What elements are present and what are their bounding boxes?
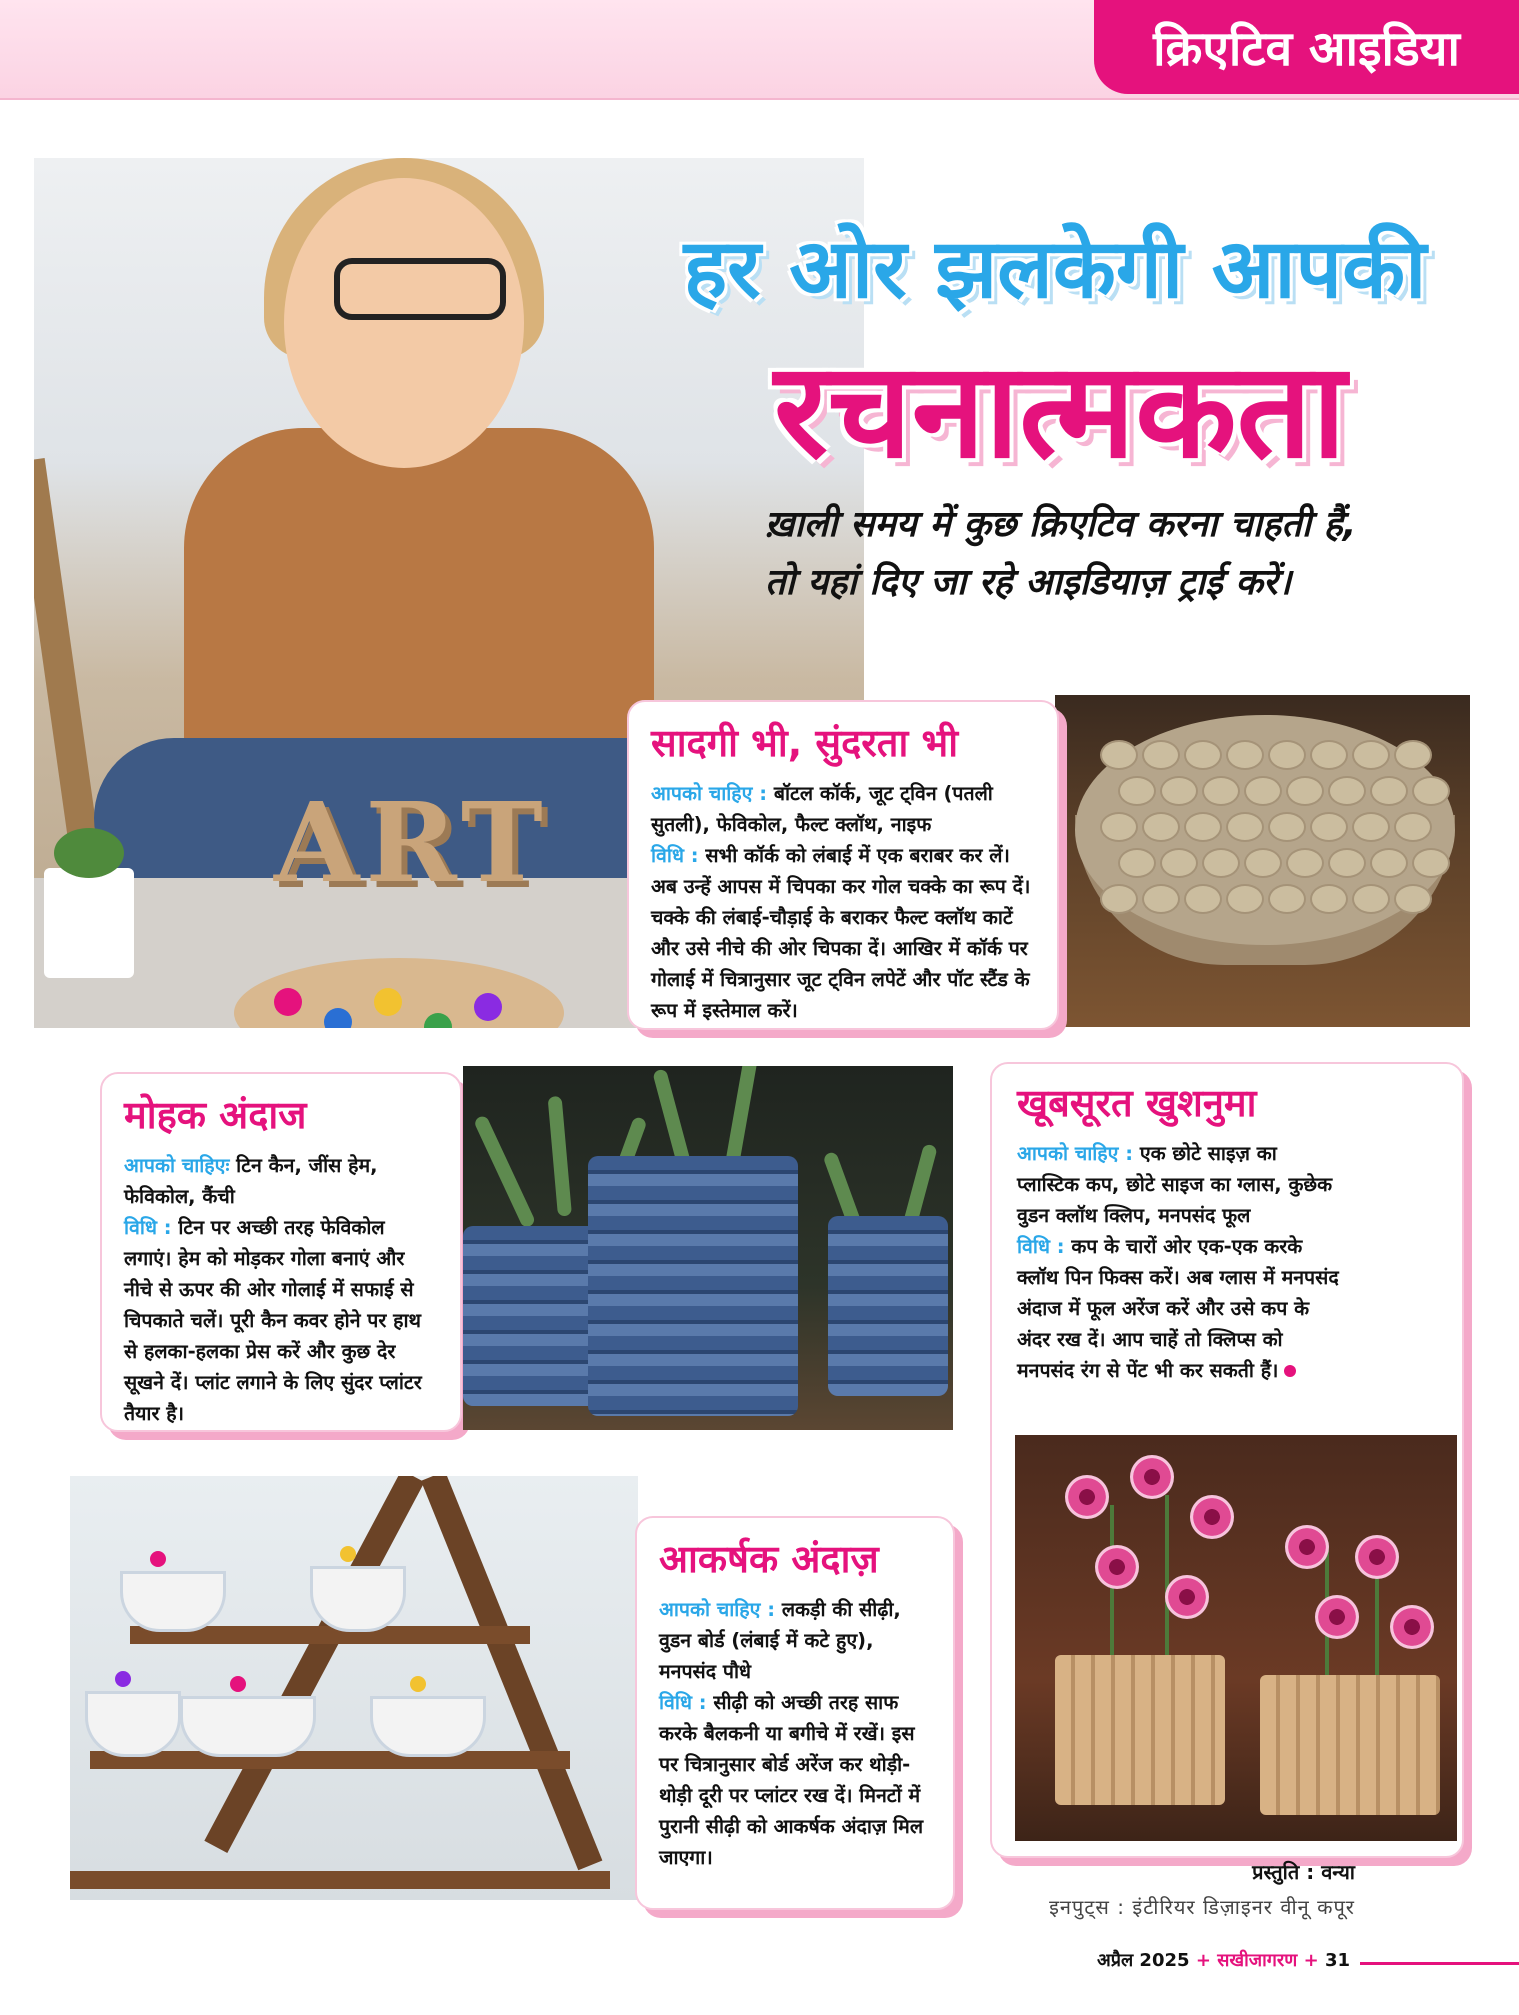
folio-separator-icon: + [1195,1950,1211,1971]
planter-bowl [85,1691,181,1757]
need-text: बॉटल कॉर्क, जूट ट्विन (पतली सुतली), फेविकोल, फैल्ट क्लॉथ, नाइफ [651,782,993,836]
page-folio [1080,1948,1350,1972]
glasses-shape [334,258,506,320]
ladder-step [70,1871,610,1889]
dianthus-bloom [1355,1535,1399,1579]
paint-dot [424,1013,452,1028]
cork-piece [1394,884,1432,914]
paint-dot [474,993,502,1021]
need-text: एक छोटे साइज़ का प्लास्टिक कप, छोटे साइज का ग्लास, कुछेक वुडन क्लॉथ क्लिप, मनपसंद फूल [1017,1142,1333,1227]
cork-piece [1142,884,1180,914]
card-title: खूबसूरत खुशनुमा [1017,1081,1257,1125]
paint-dot [374,988,402,1016]
need-label: आपको चाहिएः [124,1154,230,1177]
denim-jar-right [828,1216,948,1396]
denim-jar-center [588,1156,798,1416]
card-title: आकर्षक अंदाज़ [659,1537,879,1581]
card-ladder-planter [635,1516,955,1910]
method-label: विधि : [651,844,699,867]
credit-presented-by: प्रस्तुति : वन्या [1252,1860,1355,1884]
planter-flower [410,1676,426,1692]
dianthus-bloom [1065,1475,1109,1519]
cork-piece [1286,776,1324,806]
cork-piece [1100,740,1138,770]
method-text: सभी कॉर्क को लंबाई में एक बराबर कर लें। अब उन्हें आपस में चिपका कर गोल चक्के का रूप दें। चक्के की लंबाई-चौड़ाई के बराकर फैल्ट क्लॉथ काटें और उसे नीचे की ओर चिपका दें। आखिर में कॉर्क पर गोलाई में चित्रानुसार जूट ट्विन लपेटें और पॉट स्टैंड के रूप में इस्तेमाल करें। [651,844,1031,1022]
cork-piece [1160,848,1198,878]
cork-piece [1118,848,1156,878]
clothespin-pot-left [1055,1655,1225,1805]
cork-piece [1370,776,1408,806]
cork-piece [1352,740,1390,770]
card-body [651,778,1035,1026]
clothespin-vase-photo [1015,1435,1457,1841]
folio-separator-icon: + [1303,1950,1319,1971]
paint-dot [274,988,302,1016]
dianthus-bloom [1315,1595,1359,1639]
issue-date: अप्रैल 2025 [1096,1950,1190,1971]
ladder-step [90,1751,570,1769]
cork-piece [1184,812,1222,842]
intro-text: ख़ाली समय में कुछ क्रिएटिव करना चाहती हैं, तो यहां दिए जा रहे आइडियाज़ ट्राई करें। [765,504,1357,603]
art-letters: ART [274,778,549,907]
planter-flower [340,1546,356,1562]
planter-bowl [370,1696,486,1757]
cork-piece [1226,812,1264,842]
card-title: मोहक अंदाज [124,1093,307,1137]
method-label: विधि : [659,1691,707,1714]
end-mark-icon [1284,1365,1296,1377]
method-text: सीढ़ी को अच्छी तरह साफ करके बैलकनी या बगीचे में रखें। इस पर चित्रानुसार बोर्ड अरेंज कर थोड़ी-थोड़ी दूरी पर प्लांटर रख दें। मिनटों में पुरानी सीढ़ी को आकर्षक अंदाज़ मिल जाएगा। [659,1691,924,1869]
card-title: सादगी भी, सुंदरता भी [651,721,959,765]
cork-piece [1268,884,1306,914]
cork-piece [1352,884,1390,914]
cork-piece [1202,848,1240,878]
cork-piece [1286,848,1324,878]
method-text: कप के चारों ओर एक-एक करके क्लॉथ पिन फिक्स करें। अब ग्लास में मनपसंद अंदाज में फूल अरेंज करें और उसे कप के अंदर रख दें। आप चाहें तो क्लिप्स को मनपसंद रंग से पेंट भी कर सकती हैं। [1017,1235,1339,1382]
ladder-leg [204,1476,424,1853]
folio-line [1360,1962,1519,1965]
cork-piece [1268,812,1306,842]
cork-piece [1370,848,1408,878]
card-cork-pot-stand [627,700,1059,1030]
card-denim-planter [100,1072,462,1432]
need-text: टिन कैन, जींस हेम, फेविकोल, कैंची [124,1154,378,1208]
cork-piece [1142,740,1180,770]
planter-bowl [180,1696,316,1757]
planter-flower [230,1676,246,1692]
dianthus-bloom [1130,1455,1174,1499]
denim-planters-photo [463,1066,953,1430]
credit-inputs: इनपुट्स : इंटीरियर डिज़ाइनर वीनू कपूर [1049,1895,1355,1919]
headline-line-1: हर ओर झलकेगी आपकी [683,222,1427,317]
method-label: विधि : [1017,1235,1065,1258]
cork-piece [1100,812,1138,842]
cork-piece [1142,812,1180,842]
cork-piece [1328,776,1366,806]
cork-piece [1202,776,1240,806]
cork-piece [1100,884,1138,914]
need-text: लकड़ी की सीढ़ी, वुडन बोर्ड (लंबाई में कटे हुए), मनपसंद पौधे [659,1598,901,1683]
cork-piece [1394,740,1432,770]
cork-piece [1244,848,1282,878]
card-body [1017,1138,1341,1386]
method-text: टिन पर अच्छी तरह फेविकोल लगाएं। हेम को मोड़कर गोला बनाएं और नीचे से ऊपर की ओर गोलाई में सफाई से चिपकाते चलें। पूरी कैन कवर होने पर हाथ से हलका-हलका प्रेस करें और कुछ देर सूखने दें। प्लांट लगाने के लिए सुंदर प्लांटर तैयार है। [124,1216,422,1425]
cork-piece [1310,884,1348,914]
cork-piece [1244,776,1282,806]
cork-piece [1394,812,1432,842]
cork-piece [1160,776,1198,806]
cork-piece [1352,812,1390,842]
card-clothespin-vase [995,1062,1363,1422]
cork-piece [1412,848,1450,878]
cork-piece [1412,776,1450,806]
section-tag: क्रिएटिव आइडिया [1094,0,1519,94]
cork-piece [1268,740,1306,770]
planter-bowl [120,1571,226,1632]
planter-flower [150,1551,166,1567]
card-body [124,1150,438,1429]
clothespin-pot-right [1260,1675,1440,1815]
brand-name: सखीजागरण [1217,1950,1298,1971]
cork-piece [1328,848,1366,878]
paint-dot [324,1008,352,1028]
dianthus-bloom [1165,1575,1209,1619]
dianthus-bloom [1190,1495,1234,1539]
cork-piece [1118,776,1156,806]
face-shape [284,178,524,468]
easel-shape [34,458,103,878]
planter-flower [115,1671,131,1687]
cork-piece [1310,740,1348,770]
need-label: आपको चाहिए : [659,1598,776,1621]
cork-piece [1226,884,1264,914]
ladder-leg [421,1476,602,1870]
cork-pot-stand-photo [1055,695,1470,1027]
need-label: आपको चाहिए : [1017,1142,1134,1165]
cork-piece [1184,884,1222,914]
aloe-leaf [548,1096,572,1217]
denim-jar-left [463,1226,603,1406]
dianthus-bloom [1390,1605,1434,1649]
ladder-planter-photo [70,1476,638,1900]
cork-piece [1310,812,1348,842]
aloe-leaf [473,1114,536,1229]
page-number: 31 [1324,1950,1350,1971]
dianthus-bloom [1285,1525,1329,1569]
headline-line-2: रचनात्मकता [773,334,1347,488]
cork-piece [1226,740,1264,770]
cork-piece [1184,740,1222,770]
planter-bowl [310,1566,406,1632]
card-body [659,1594,931,1873]
method-label: विधि : [124,1216,172,1239]
need-label: आपको चाहिए : [651,782,768,805]
potted-plant [44,868,134,978]
dianthus-bloom [1095,1545,1139,1589]
